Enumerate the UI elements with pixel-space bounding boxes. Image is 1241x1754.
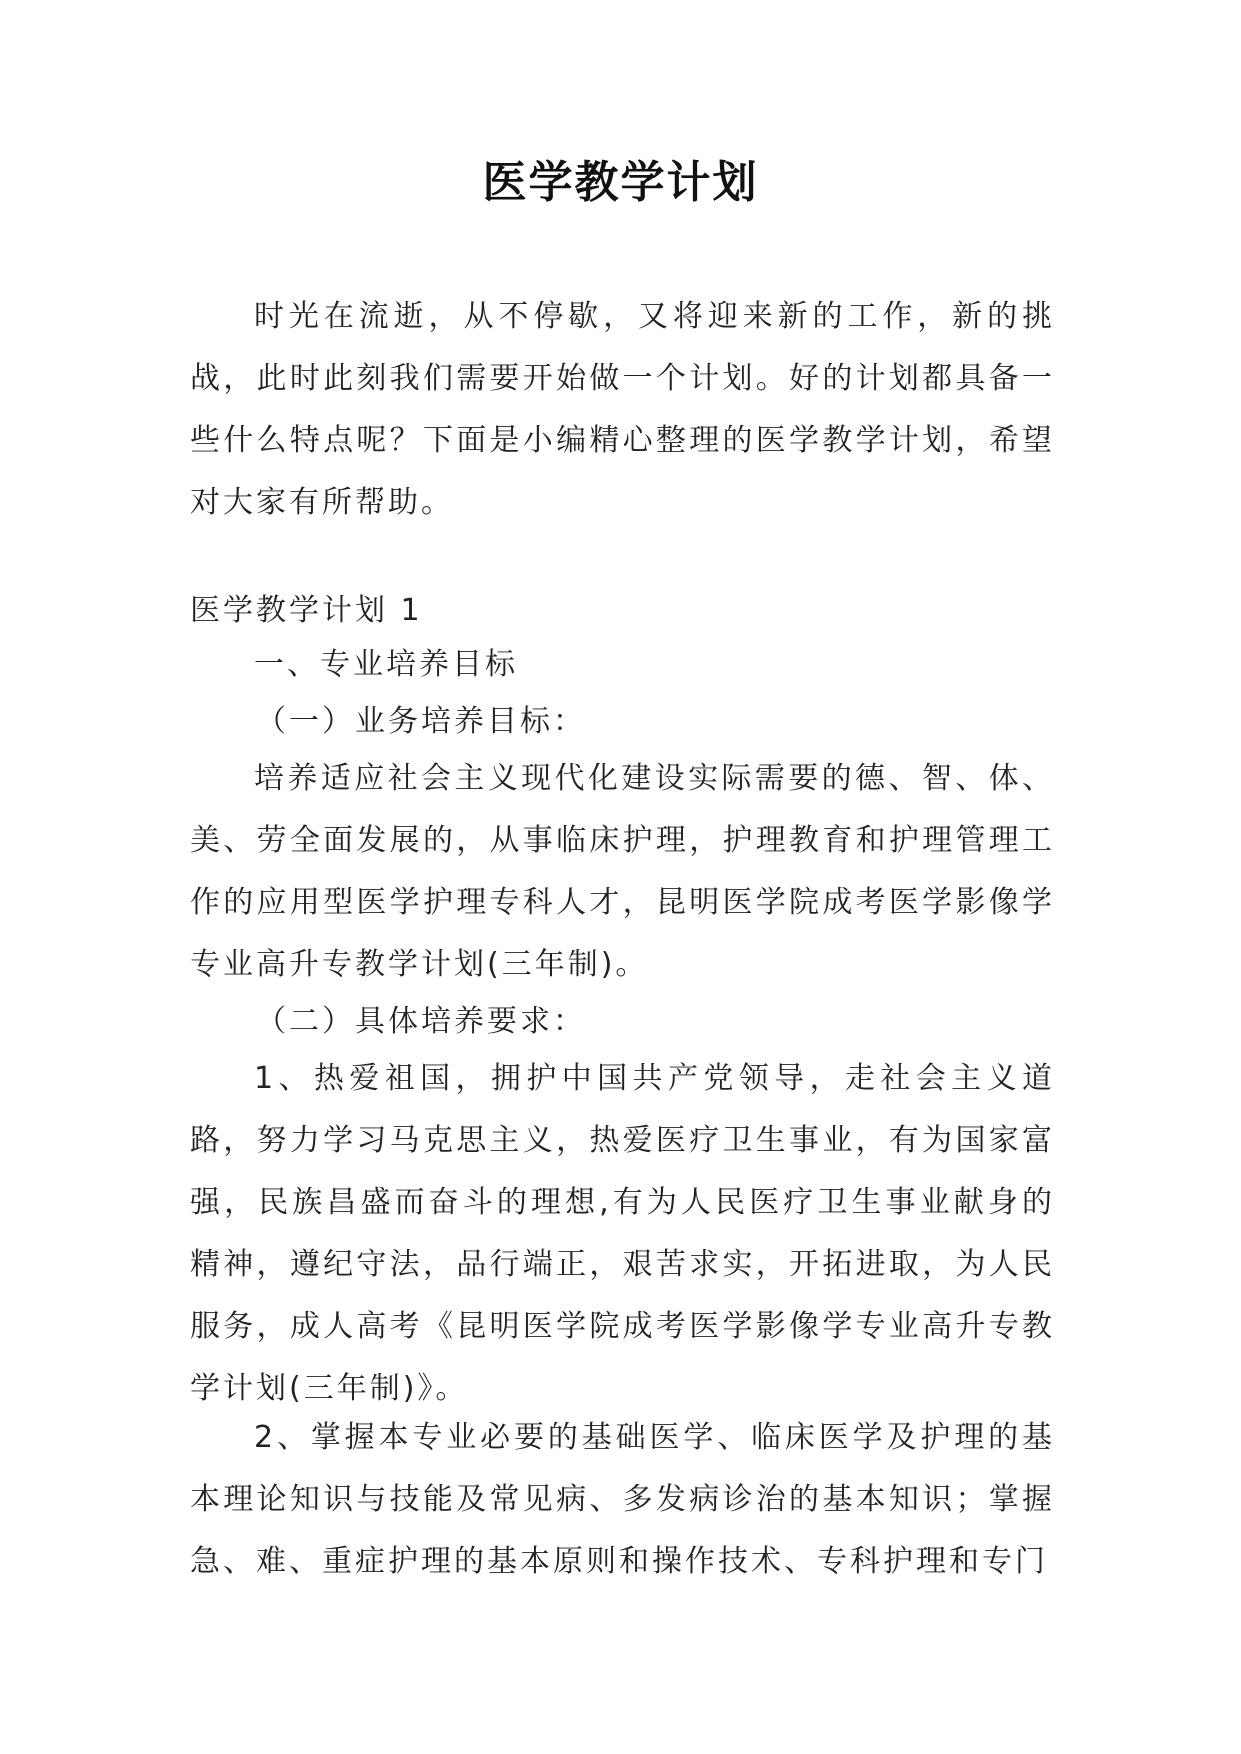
paragraph-business-goals: 培养适应社会主义现代化建设实际需要的德、智、体、美、劳全面发展的，从事临床护理，护理教育和护理管理工作的应用型医学护理专科人才，昆明医学院成考医学影像学专业高升专教学计划(三年制)。 — [190, 761, 1055, 982]
paragraph-requirement-1: 1、热爱祖国，拥护中国共产党领导，走社会主义道路，努力学习马克思主义，热爱医疗卫生事业，有为国家富强，民族昌盛而奋斗的理想,有为人民医疗卫生事业献身的精神，遵纪守法，品行端正，艰苦求实，开拓进取，为人民服务，成人高考《昆明医学院成考医学影像学专业高升专教学计划(三年制)》。 — [190, 1061, 1055, 1406]
section-title: 医学教学计划 1 — [190, 593, 423, 628]
document-title: 医学教学计划 — [482, 157, 759, 208]
intro-paragraph: 时光在流逝，从不停歇，又将迎来新的工作，新的挑战，此时此刻我们需要开始做一个计划。好的计划都具备一些什么特点呢？下面是小编精心整理的医学教学计划，希望对大家有所帮助。 — [190, 299, 1055, 520]
heading-business-goals: （一）业务培养目标： — [256, 704, 586, 739]
heading-specific-requirements: （二）具体培养要求： — [256, 1004, 586, 1039]
heading-professional-goals: 一、专业培养目标 — [254, 647, 518, 682]
paragraph-requirement-2: 2、掌握本专业必要的基础医学、临床医学及护理的基本理论知识与技能及常见病、多发病诊治的基本知识；掌握急、难、重症护理的基本原则和操作技术、专科护理和专门 — [190, 1420, 1055, 1579]
